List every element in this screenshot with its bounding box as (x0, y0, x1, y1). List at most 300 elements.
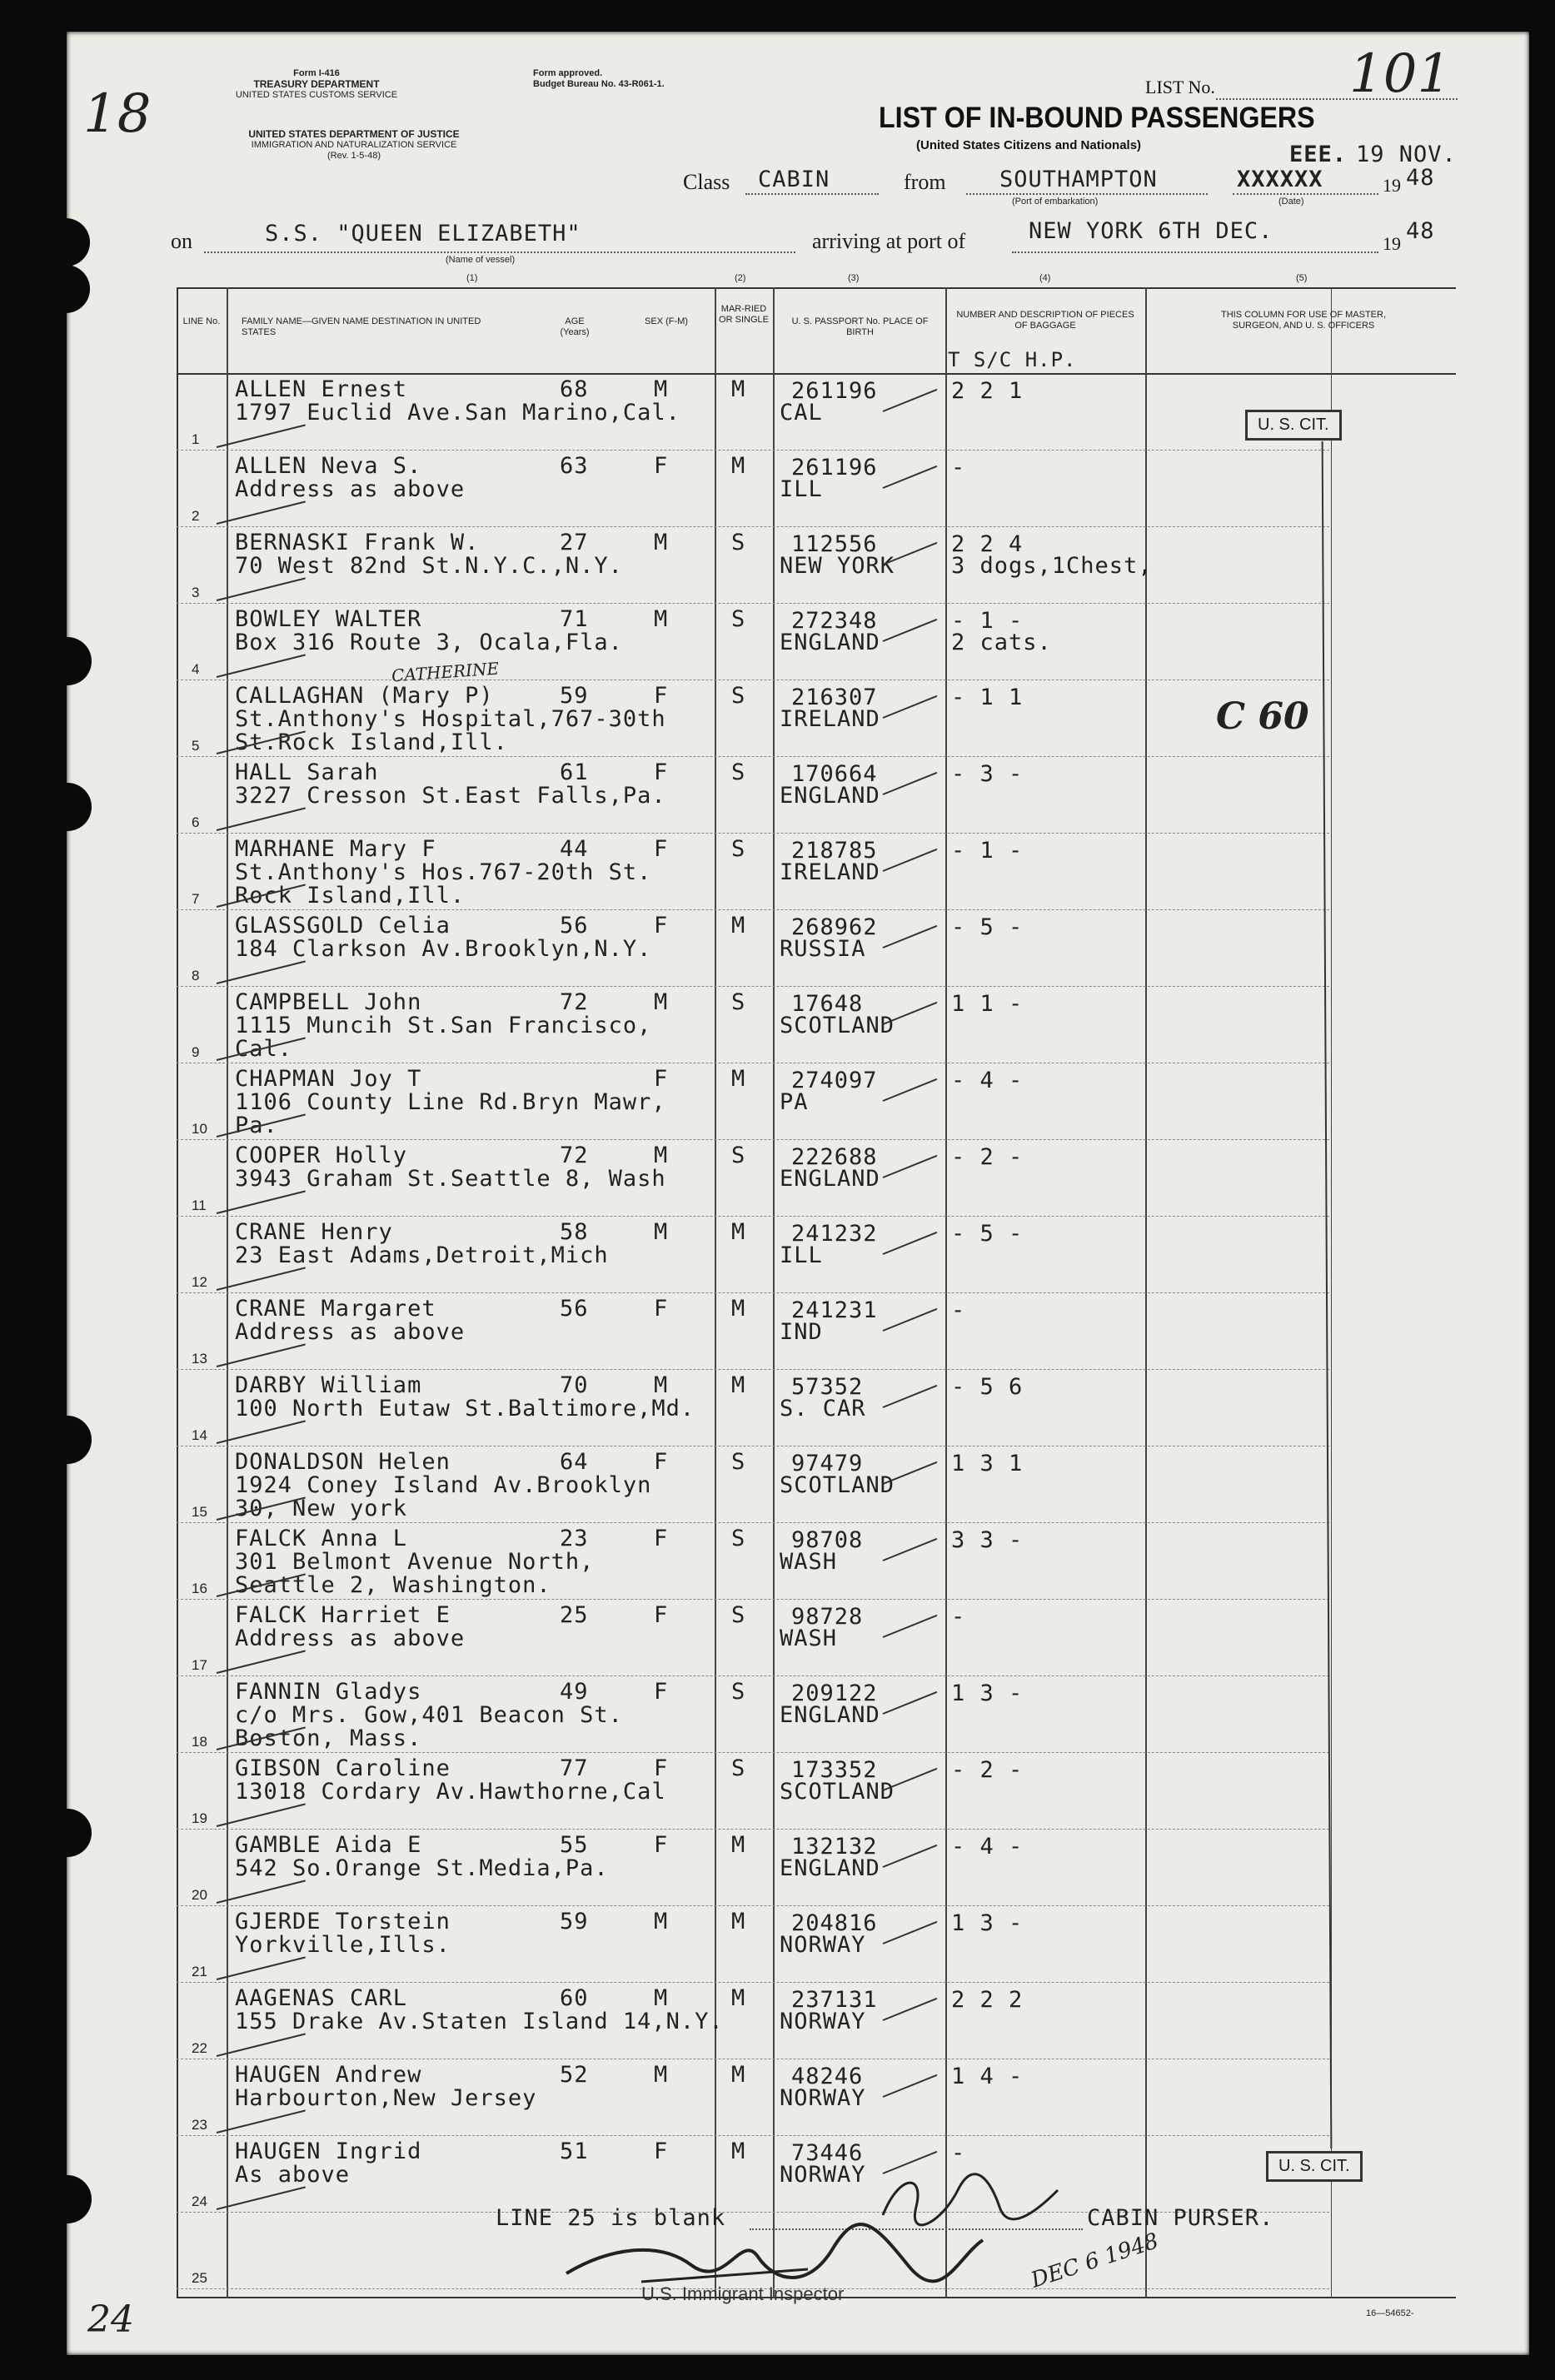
marital-status: S (731, 1602, 746, 1628)
marital-status: S (731, 1679, 746, 1705)
age: 55 (560, 1832, 589, 1858)
age: 60 (560, 1985, 589, 2011)
baggage-count: 2 2 2 (951, 1987, 1024, 2013)
age: 27 (560, 530, 589, 555)
line-number: 17 (192, 1657, 207, 1673)
destination-cont: Seattle 2, Washington. (235, 1572, 551, 1598)
binder-hole (43, 1809, 92, 1857)
line-number: 11 (192, 1197, 207, 1213)
age: 70 (560, 1372, 589, 1398)
line-number: 7 (192, 891, 200, 907)
marital-status: M (731, 453, 746, 479)
age: 23 (560, 1526, 589, 1551)
column-number: (1) (466, 273, 478, 283)
sex: M (654, 1372, 669, 1398)
line-number: 20 (192, 1887, 207, 1903)
place-of-birth: SCOTLAND (780, 1472, 895, 1498)
list-no-value: 101 (1349, 43, 1452, 105)
line-number: 19 (192, 1810, 207, 1826)
passenger-name: CALLAGHAN (Mary P) (235, 683, 494, 709)
passport-number: 241232 (791, 1221, 878, 1247)
passport-number: 98728 (791, 1604, 864, 1630)
col-header-age: AGE (Years) (560, 316, 590, 337)
destination: 70 West 82nd St.N.Y.C.,N.Y. (235, 553, 623, 579)
marital-status: S (731, 606, 746, 632)
destination: St.Anthony's Hospital,767-30th (235, 706, 666, 732)
from-line (966, 193, 1208, 195)
passport-number: 48246 (791, 2064, 864, 2089)
baggage-count: 2 2 1 (951, 378, 1024, 404)
destination: 1797 Euclid Ave.San Marino,Cal. (235, 400, 680, 426)
line-number: 2 (192, 508, 200, 524)
purser-label: CABIN PURSER. (1087, 2205, 1274, 2231)
sex: F (654, 1449, 669, 1475)
arrival-year-prefix: 19 (1383, 233, 1401, 254)
line-number: 21 (192, 1964, 207, 1979)
passenger-name: CRANE Henry (235, 1219, 393, 1245)
place-of-birth: IRELAND (780, 859, 880, 885)
passport-number: 98708 (791, 1527, 864, 1553)
arrival-port-date: NEW YORK 6TH DEC. (1029, 218, 1273, 244)
us-citizen-stamp-top: U. S. CIT. (1245, 410, 1342, 441)
baggage-count: - (951, 2140, 966, 2166)
row-divider (177, 1982, 1329, 1983)
baggage-count: - (951, 455, 966, 480)
justice-block (171, 129, 537, 162)
document-title: LIST OF IN-BOUND PASSENGERS (879, 102, 1315, 134)
form-code: 16—54652- (1366, 2308, 1414, 2318)
port-caption: (Port of embarkation) (1012, 197, 1099, 207)
binder-hole (43, 2175, 92, 2223)
passenger-name: CRANE Margaret (235, 1296, 436, 1322)
marital-status: M (731, 1219, 746, 1245)
line-number: 1 (192, 431, 200, 447)
passenger-name: ALLEN Neva S. (235, 453, 422, 479)
place-of-birth: RUSSIA (780, 936, 866, 962)
destination: c/o Mrs. Gow,401 Beacon St. (235, 1702, 623, 1728)
ins-service: IMMIGRATION AND NATURALIZATION SERVICE (251, 140, 457, 150)
list-no-label: LIST No. (1145, 77, 1215, 97)
class-label: Class (683, 170, 730, 194)
sex: M (654, 1143, 669, 1168)
sex: F (654, 1832, 669, 1858)
line-number: 22 (192, 2040, 207, 2056)
passenger-name: BERNASKI Frank W. (235, 530, 480, 555)
baggage-subheader: T S/C H.P. (948, 348, 1077, 371)
age: 68 (560, 376, 589, 402)
col-header-officers: THIS COLUMN FOR USE OF MASTER, SURGEON, AND U. S. OFFICERS (1220, 310, 1386, 331)
sex: F (654, 1526, 669, 1551)
sex: M (654, 1985, 669, 2011)
place-of-birth: NORWAY (780, 1932, 866, 1958)
vessel-name: S.S. "QUEEN ELIZABETH" (265, 221, 581, 246)
class-value: CABIN (758, 167, 830, 192)
marital-status: S (731, 1526, 746, 1551)
baggage-count: - (951, 1604, 966, 1630)
destination: Address as above (235, 476, 466, 502)
passport-number: 209122 (791, 1680, 878, 1706)
baggage-count: 3 3 - (951, 1527, 1024, 1553)
baggage-count: 1 4 - (951, 2064, 1024, 2089)
line-number: 24 (192, 2193, 207, 2209)
sex: M (654, 606, 669, 632)
row-divider (177, 909, 1329, 910)
place-of-birth: NORWAY (780, 2009, 866, 2034)
place-of-birth: CAL (780, 400, 823, 426)
passenger-name: DARBY William (235, 1372, 422, 1398)
sex: F (654, 1066, 669, 1092)
sex: F (654, 453, 669, 479)
date-caption: (Date) (1278, 197, 1304, 207)
line-number: 14 (192, 1427, 207, 1443)
row-divider (177, 603, 1329, 604)
row-divider (177, 1369, 1329, 1370)
class-line (745, 193, 879, 195)
col-header-married: MAR-RIED OR SINGLE (719, 304, 769, 325)
document-subtitle: (United States Citizens and Nationals) (916, 138, 1142, 152)
age: 61 (560, 759, 589, 785)
row-divider (177, 1139, 1329, 1140)
line-number: 6 (192, 814, 200, 830)
age: 72 (560, 989, 589, 1015)
place-of-birth: S. CAR (780, 1396, 866, 1422)
place-of-birth: ENGLAND (780, 1855, 880, 1881)
destination-cont: Cal. (235, 1036, 293, 1062)
baggage-description: 3 dogs,1Chest, (951, 553, 1153, 579)
passenger-name: CHAPMAN Joy T (235, 1066, 422, 1092)
row-divider (177, 1599, 1329, 1600)
destination: Box 316 Route 3, Ocala,Fla. (235, 630, 623, 655)
sex: F (654, 759, 669, 785)
from-label: from (904, 170, 946, 194)
destination: 13018 Cordary Av.Hawthorne,Cal (235, 1779, 666, 1805)
place-of-birth: ENGLAND (780, 630, 880, 655)
marital-status: M (731, 2139, 746, 2164)
passport-number: 57352 (791, 1374, 864, 1400)
line-number: 10 (192, 1121, 207, 1137)
vessel-caption: (Name of vessel) (446, 255, 516, 265)
place-of-birth: WASH (780, 1626, 838, 1651)
baggage-count: 1 3 - (951, 1680, 1024, 1706)
baggage-count: 1 3 - (951, 1910, 1024, 1936)
marital-status: S (731, 1449, 746, 1475)
passport-number: 268962 (791, 914, 878, 940)
passport-number: 97479 (791, 1451, 864, 1476)
destination: St.Anthony's Hos.767-20th St. (235, 859, 652, 885)
destination: 542 So.Orange St.Media,Pa. (235, 1855, 609, 1881)
passport-number: 216307 (791, 685, 878, 710)
passenger-name: HAUGEN Andrew (235, 2062, 422, 2088)
passport-number: 272348 (791, 608, 878, 634)
passenger-name: HALL Sarah (235, 759, 379, 785)
row-divider (177, 1216, 1329, 1217)
marital-status: M (731, 1985, 746, 2011)
revision: (Rev. 1-5-48) (327, 151, 381, 161)
marital-status: M (731, 1066, 746, 1092)
place-of-birth: ENGLAND (780, 783, 880, 809)
line-number: 15 (192, 1504, 207, 1520)
baggage-count: - 4 - (951, 1834, 1024, 1860)
treasury-department: TREASURY DEPARTMENT (253, 78, 380, 90)
baggage-count: - 2 - (951, 1144, 1024, 1170)
destination: 1924 Coney Island Av.Brooklyn (235, 1472, 652, 1498)
sex: M (654, 530, 669, 555)
line-number: 25 (192, 2270, 207, 2286)
date-struck: XXXXXX (1237, 167, 1323, 192)
age: 58 (560, 1219, 589, 1245)
year-prefix: 19 (1383, 175, 1401, 196)
passport-number: 218785 (791, 838, 878, 864)
line-number: 18 (192, 1734, 207, 1750)
sex: F (654, 2139, 669, 2164)
baggage-count: - 1 - (951, 838, 1024, 864)
passenger-name: MARHANE Mary F (235, 836, 436, 862)
passenger-name: GIBSON Caroline (235, 1755, 451, 1781)
marital-status: S (731, 1755, 746, 1781)
approval-line: Form approved. (533, 68, 603, 78)
marital-status: M (731, 913, 746, 939)
col-header-passport: U. S. PASSPORT No. PLACE OF BIRTH (791, 316, 929, 337)
sex: F (654, 1602, 669, 1628)
passenger-name: ALLEN Ernest (235, 376, 408, 402)
line-number: 16 (192, 1581, 207, 1596)
passenger-name: GLASSGOLD Celia (235, 913, 451, 939)
binder-hole (43, 1416, 92, 1464)
marital-status: S (731, 683, 746, 709)
binder-hole (42, 218, 90, 266)
margin-note: 18 (83, 83, 152, 145)
passenger-name: FALCK Anna L (235, 1526, 408, 1551)
destination: 184 Clarkson Av.Brooklyn,N.Y. (235, 936, 652, 962)
line-number: 5 (192, 738, 200, 754)
column-number: (3) (848, 273, 860, 283)
age: 71 (560, 606, 589, 632)
row-divider (177, 986, 1329, 987)
age: 52 (560, 2062, 589, 2088)
arrival-line (1012, 251, 1378, 253)
year-value: 48 (1406, 165, 1435, 191)
justice-department: UNITED STATES DEPARTMENT OF JUSTICE (248, 128, 460, 140)
sex: M (654, 989, 669, 1015)
place-of-birth: NORWAY (780, 2085, 866, 2111)
arrival-year-value: 48 (1406, 218, 1435, 244)
passenger-name: HAUGEN Ingrid (235, 2139, 422, 2164)
passport-number: 222688 (791, 1144, 878, 1170)
row-divider (177, 1522, 1329, 1523)
baggage-count: - 1 - (951, 608, 1024, 634)
row-divider (177, 2135, 1329, 2136)
marital-status: S (731, 1143, 746, 1168)
baggage-count: - 3 - (951, 761, 1024, 787)
date-prefix: EEE. (1289, 142, 1348, 167)
age: 63 (560, 453, 589, 479)
passenger-name: AAGENAS CARL (235, 1985, 408, 2011)
column-number: (5) (1296, 273, 1308, 283)
destination: 3227 Cresson St.East Falls,Pa. (235, 783, 666, 809)
age: 25 (560, 1602, 589, 1628)
line-number: 9 (192, 1044, 200, 1060)
col-header-baggage: NUMBER AND DESCRIPTION OF PIECES OF BAGGAGE (956, 310, 1134, 331)
table-header-rule (177, 373, 1456, 375)
marital-status: M (731, 1372, 746, 1398)
age: 56 (560, 1296, 589, 1322)
place-of-birth: WASH (780, 1549, 838, 1575)
marital-status: M (731, 1832, 746, 1858)
baggage-count: 2 2 4 (951, 531, 1024, 557)
passport-number: 17648 (791, 991, 864, 1017)
place-of-birth: SCOTLAND (780, 1779, 895, 1805)
row-divider (177, 1829, 1329, 1830)
passport-number: 204816 (791, 1910, 878, 1936)
col-header-name: FAMILY NAME—GIVEN NAME DESTINATION IN UNITED STATES (242, 316, 481, 337)
destination-cont: St.Rock Island,Ill. (235, 729, 508, 755)
date-line (1233, 193, 1378, 195)
passport-number: 173352 (791, 1757, 878, 1783)
marital-status: M (731, 2062, 746, 2088)
line-number: 13 (192, 1351, 207, 1367)
baggage-count: - (951, 1297, 966, 1323)
marital-status: M (731, 1296, 746, 1322)
row-divider (177, 450, 1329, 451)
destination-cont: Boston, Mass. (235, 1725, 422, 1751)
destination: 1106 County Line Rd.Bryn Mawr, (235, 1089, 666, 1115)
passenger-name: CAMPBELL John (235, 989, 422, 1015)
passport-number: 132132 (791, 1834, 878, 1860)
approval-block (533, 68, 665, 90)
place-of-birth: NEW YORK (780, 553, 895, 579)
inspector-label: U.S. Immigrant Inspector (641, 2283, 845, 2304)
passenger-name: FANNIN Gladys (235, 1679, 422, 1705)
age: 77 (560, 1755, 589, 1781)
arriving-label: arriving at port of (812, 229, 966, 253)
marital-status: M (731, 376, 746, 402)
place-of-birth: NORWAY (780, 2162, 866, 2188)
marital-status: S (731, 836, 746, 862)
row-divider (177, 1292, 1329, 1293)
baggage-count: - 4 - (951, 1068, 1024, 1093)
destination: 100 North Eutaw St.Baltimore,Md. (235, 1396, 695, 1422)
age: 56 (560, 913, 589, 939)
binder-hole (43, 637, 92, 685)
baggage-count: 1 1 - (951, 991, 1024, 1017)
line-number: 4 (192, 661, 200, 677)
passenger-name: COOPER Holly (235, 1143, 408, 1168)
row-divider (177, 1752, 1329, 1753)
col-header-sex: SEX (F-M) (645, 316, 688, 326)
marital-status: M (731, 1909, 746, 1934)
vessel-line (204, 251, 795, 253)
sex: F (654, 913, 669, 939)
baggage-count: - 5 - (951, 1221, 1024, 1247)
marital-status: S (731, 530, 746, 555)
destination: 3943 Graham St.Seattle 8, Wash (235, 1166, 666, 1192)
line-number: 12 (192, 1274, 207, 1290)
destination: Address as above (235, 1319, 466, 1345)
line25-note: LINE 25 is blank (496, 2205, 726, 2231)
us-citizen-stamp-bottom: U. S. CIT. (1266, 2151, 1363, 2182)
destination-cont: Pa. (235, 1113, 278, 1138)
binder-hole (43, 783, 92, 831)
place-of-birth: ILL (780, 1242, 823, 1268)
baggage-count: 1 3 1 (951, 1451, 1024, 1476)
destination: Harbourton,New Jersey (235, 2085, 537, 2111)
marital-status: S (731, 759, 746, 785)
form-number: Form I-416 (293, 68, 340, 78)
passport-number: 274097 (791, 1068, 878, 1093)
sex: F (654, 1755, 669, 1781)
baggage-count: - 1 1 (951, 685, 1024, 710)
line-number: 8 (192, 968, 200, 983)
sex: F (654, 683, 669, 709)
age: 59 (560, 683, 589, 709)
row-divider (177, 526, 1329, 527)
row-divider (177, 756, 1329, 757)
handwritten-catherine: CATHERINE (391, 658, 500, 686)
passenger-name: GAMBLE Aida E (235, 1832, 422, 1858)
line-number: 3 (192, 585, 200, 600)
on-label: on (171, 229, 192, 253)
age: 51 (560, 2139, 589, 2164)
age: 72 (560, 1143, 589, 1168)
destination: 23 East Adams,Detroit,Mich (235, 1242, 609, 1268)
passport-number: 261196 (791, 378, 878, 404)
age: 59 (560, 1909, 589, 1934)
age: 44 (560, 836, 589, 862)
binder-hole (42, 265, 90, 313)
passport-number: 241231 (791, 1297, 878, 1323)
destination: Yorkville,Ills. (235, 1932, 451, 1958)
place-of-birth: IND (780, 1319, 823, 1345)
form-id-block (225, 68, 408, 101)
passport-number: 237131 (791, 1987, 878, 2013)
place-of-birth: ENGLAND (780, 1702, 880, 1728)
passenger-name: DONALDSON Helen (235, 1449, 451, 1475)
place-of-birth: PA (780, 1089, 809, 1115)
sex: M (654, 2062, 669, 2088)
destination: 155 Drake Av.Staten Island 14,N.Y. (235, 2009, 724, 2034)
destination: 301 Belmont Avenue North, (235, 1549, 595, 1575)
row-divider (177, 833, 1329, 834)
sex: M (654, 1909, 669, 1934)
age: 49 (560, 1679, 589, 1705)
place-of-birth: ENGLAND (780, 1166, 880, 1192)
age: 64 (560, 1449, 589, 1475)
baggage-description: 2 cats. (951, 630, 1052, 655)
baggage-count: - 5 - (951, 914, 1024, 940)
date-value: 19 NOV. (1356, 142, 1457, 167)
place-of-birth: ILL (780, 476, 823, 502)
passport-number: 261196 (791, 455, 878, 480)
row5-note: C 60 (1216, 695, 1309, 738)
destination-cont: Rock Island,Ill. (235, 883, 466, 909)
sex: M (654, 376, 669, 402)
sex: F (654, 836, 669, 862)
sex: M (654, 1219, 669, 1245)
col-header-line: LINE No. (182, 316, 221, 326)
destination: Address as above (235, 1626, 466, 1651)
customs-service: UNITED STATES CUSTOMS SERVICE (235, 90, 398, 100)
budget-bureau-line: Budget Bureau No. 43-R061-1. (533, 79, 665, 89)
embarkation-port: SOUTHAMPTON (999, 167, 1158, 192)
margin-count: 24 (87, 2298, 134, 2341)
marital-status: S (731, 989, 746, 1015)
column-number: (4) (1039, 273, 1051, 283)
baggage-count: - 2 - (951, 1757, 1024, 1783)
row-divider (177, 1905, 1329, 1906)
place-of-birth: IRELAND (780, 706, 880, 732)
destination: As above (235, 2162, 351, 2188)
sex: F (654, 1296, 669, 1322)
